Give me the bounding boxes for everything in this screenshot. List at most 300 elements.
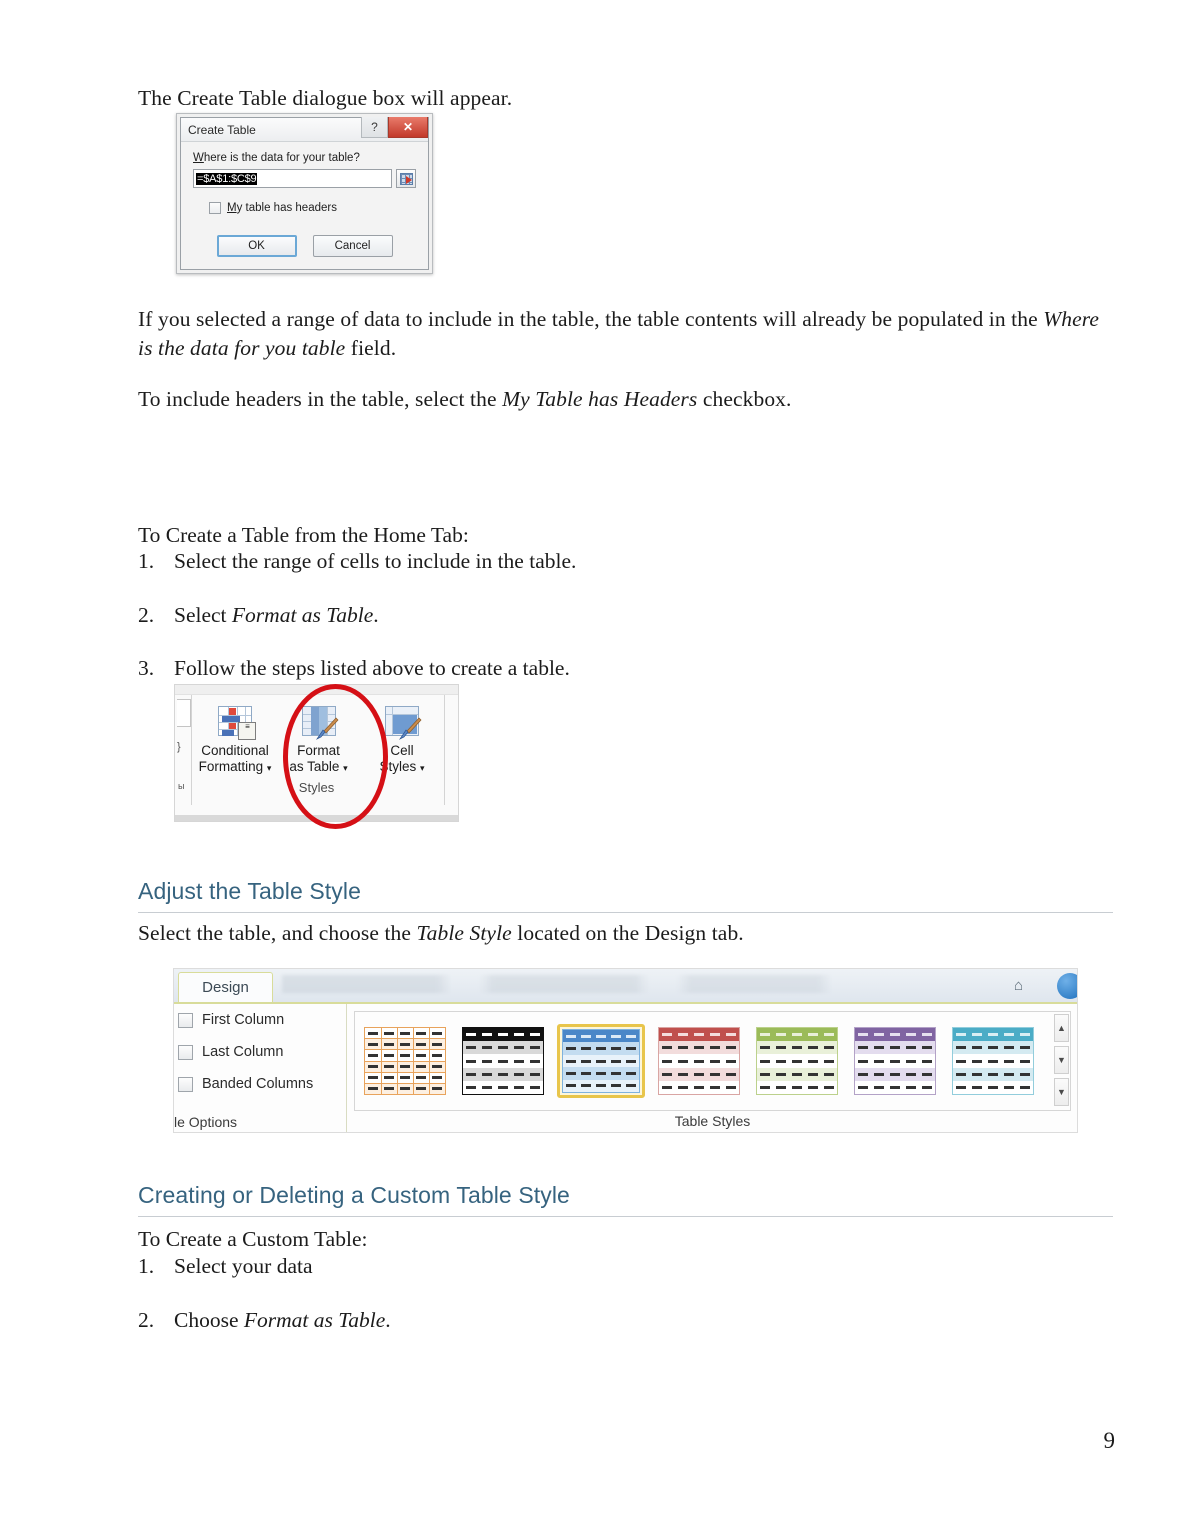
headers-label-accel: M: [227, 202, 237, 214]
table-style-options-group: [174, 1004, 347, 1133]
chevron-down-icon[interactable]: ▾: [343, 763, 348, 773]
preview-cell: [678, 1033, 688, 1036]
preview-row: [563, 1042, 639, 1054]
custom-lead-text: To Create a Custom Table:: [138, 1227, 368, 1251]
range-input-value: =$A$1:$C$9: [197, 172, 257, 185]
help-icon[interactable]: ?: [361, 117, 388, 138]
preview-cell: [611, 1035, 621, 1038]
preview-row: [659, 1054, 739, 1067]
preview-cell: [384, 1032, 394, 1035]
preview-cell: [416, 1032, 426, 1035]
home-step-2: [138, 601, 379, 629]
preview-cell: [416, 1065, 426, 1068]
preview-cell: [906, 1073, 916, 1076]
preview-cell: [581, 1060, 591, 1063]
range-input[interactable]: [193, 169, 392, 188]
fat-grid-glyph: [302, 706, 336, 736]
design-ribbon-body: [174, 1004, 1077, 1133]
preview-cell: [694, 1073, 704, 1076]
preview-cell: [972, 1060, 982, 1063]
preview-cell: [956, 1046, 966, 1049]
preview-cell: [874, 1060, 884, 1063]
preview-gridline: [397, 1028, 398, 1094]
preview-cell: [514, 1046, 524, 1049]
preview-cell: [726, 1086, 736, 1089]
preview-cell: [858, 1086, 868, 1089]
preview-cell: [482, 1073, 492, 1076]
style-preview: [756, 1027, 838, 1095]
close-icon[interactable]: ✕: [388, 117, 428, 138]
preview-cell: [466, 1086, 476, 1089]
preview-cell: [858, 1073, 868, 1076]
preview-header-row: [563, 1030, 639, 1042]
paragraph-design-lead: [138, 919, 1113, 948]
preview-cell: [760, 1060, 770, 1063]
cs-grid-glyph: [385, 706, 419, 736]
preview-cell: [482, 1046, 492, 1049]
preview-cell: [972, 1033, 982, 1036]
preview-cell: [710, 1086, 720, 1089]
first-column-checkbox[interactable]: [178, 1013, 193, 1028]
preview-cell: [694, 1046, 704, 1049]
preview-cell: [792, 1046, 802, 1049]
preview-cell: [1004, 1073, 1014, 1076]
table-style-light-orange[interactable]: [361, 1024, 449, 1098]
preview-cell: [792, 1086, 802, 1089]
styles-group-label: Styles: [298, 780, 335, 795]
paintbrush-icon: [315, 716, 339, 740]
preview-cell: [596, 1072, 606, 1075]
preview-cell: [368, 1054, 378, 1057]
preview-cell: [400, 1065, 410, 1068]
style-preview: [562, 1029, 640, 1093]
preview-cell: [596, 1047, 606, 1050]
home-step-1: [138, 547, 576, 575]
preview-cell: [956, 1086, 966, 1089]
table-style-light-green[interactable]: [753, 1024, 841, 1098]
preview-cell: [482, 1060, 492, 1063]
format-as-table-label: [279, 743, 359, 776]
preview-cell: [384, 1054, 394, 1057]
my-table-has-headers-row[interactable]: [193, 202, 416, 214]
preview-cell: [710, 1033, 720, 1036]
preview-cell: [1020, 1033, 1030, 1036]
preview-cell: [776, 1033, 786, 1036]
last-column-checkbox[interactable]: [178, 1045, 193, 1060]
preview-cell: [1004, 1086, 1014, 1089]
preview-row: [855, 1054, 935, 1067]
preview-cell: [1020, 1086, 1030, 1089]
cancel-button[interactable]: Cancel: [313, 235, 393, 257]
preview-cell: [1020, 1060, 1030, 1063]
paragraph-headers: [138, 385, 1113, 414]
home-step-1-text: Select the range of cells to include in the table.: [174, 549, 577, 573]
preview-row: [563, 1080, 639, 1092]
preview-cell: [1004, 1046, 1014, 1049]
preview-cell: [400, 1043, 410, 1046]
preview-cell: [726, 1033, 736, 1036]
preview-cell: [988, 1060, 998, 1063]
option-first-column[interactable]: [174, 1004, 346, 1036]
fat-label-line1: Format: [297, 743, 340, 758]
preview-header-row: [463, 1028, 543, 1041]
preview-gridline: [381, 1028, 382, 1094]
preview-cell: [890, 1033, 900, 1036]
preview-cell: [776, 1060, 786, 1063]
preview-cell: [626, 1084, 636, 1087]
preview-cell: [530, 1073, 540, 1076]
home-tab-lead-text: To Create a Table from the Home Tab:: [138, 523, 469, 547]
preview-cell: [662, 1033, 672, 1036]
scroll-down-button[interactable]: ▼: [1054, 1046, 1069, 1074]
preview-cell: [384, 1043, 394, 1046]
preview-cell: [662, 1060, 672, 1063]
conditional-formatting-icon: [195, 699, 275, 743]
preview-cell: [678, 1086, 688, 1089]
preview-cell: [581, 1072, 591, 1075]
dialog-window-buttons: [361, 117, 428, 138]
ribbon-top-edge: [175, 685, 458, 695]
preview-gridline: [429, 1028, 430, 1094]
preview-cell: [760, 1073, 770, 1076]
design-lead-italic: Table Style: [416, 921, 512, 945]
tab-design[interactable]: Design: [178, 972, 273, 1002]
preview-cell: [1004, 1060, 1014, 1063]
cs-label-line2: Styles ▾: [379, 759, 425, 774]
range-select-icon[interactable]: [396, 169, 416, 188]
preview-cell: [611, 1072, 621, 1075]
conditional-formatting-label: [195, 743, 275, 776]
paragraph-headers-italic: My Table has Headers: [502, 387, 698, 411]
option-last-column[interactable]: [174, 1036, 346, 1068]
preview-cell: [611, 1060, 621, 1063]
preview-cell: [662, 1086, 672, 1089]
preview-cell: [400, 1087, 410, 1090]
design-ribbon-screenshot: [173, 968, 1078, 1133]
preview-header-row: [757, 1028, 837, 1041]
last-column-label: Last Column: [202, 1044, 284, 1060]
preview-cell: [432, 1043, 442, 1046]
style-preview: [462, 1027, 544, 1095]
preview-cell: [626, 1035, 636, 1038]
home-step-3: [138, 654, 570, 682]
conditional-formatting-button[interactable]: [195, 699, 275, 776]
preview-cell: [906, 1033, 916, 1036]
preview-cell: [416, 1076, 426, 1079]
preview-cell: [662, 1073, 672, 1076]
preview-row: [855, 1068, 935, 1081]
preview-cell: [432, 1076, 442, 1079]
preview-row: [365, 1083, 445, 1094]
preview-cell: [400, 1076, 410, 1079]
gallery-scrollbar[interactable]: [1054, 1014, 1069, 1106]
preview-cell: [710, 1046, 720, 1049]
design-lead-post: located on the Design tab.: [511, 921, 744, 945]
ribbon-left-fragment-2: ы: [178, 781, 185, 791]
heading-custom-text: Creating or Deleting a Custom Table Style: [138, 1182, 570, 1208]
preview-cell: [824, 1086, 834, 1089]
custom-step-1-text: Select your data: [174, 1254, 313, 1278]
preview-cell: [466, 1033, 476, 1036]
option-banded-columns[interactable]: [174, 1068, 346, 1100]
dialog-titlebar: [181, 118, 428, 142]
preview-row: [365, 1072, 445, 1083]
ribbon-left-partial-control: [177, 699, 191, 727]
preview-row: [757, 1041, 837, 1054]
preview-row: [855, 1081, 935, 1094]
home-step-2-post: .: [373, 603, 379, 627]
preview-row: [953, 1068, 1033, 1081]
style-preview: [854, 1027, 936, 1095]
preview-row: [463, 1041, 543, 1054]
scroll-more-button[interactable]: ▼: [1054, 1078, 1069, 1106]
custom-step-1: [138, 1252, 313, 1280]
preview-cell: [432, 1065, 442, 1068]
home-tab-lead: [138, 521, 469, 549]
preview-cell: [514, 1033, 524, 1036]
cs-label-line1: Cell: [390, 743, 414, 758]
preview-cell: [922, 1046, 932, 1049]
range-prompt-label: [193, 152, 416, 164]
custom-step-2: [138, 1306, 391, 1334]
preview-cell: [988, 1046, 998, 1049]
preview-cell: [1020, 1046, 1030, 1049]
preview-cell: [874, 1086, 884, 1089]
ok-button[interactable]: OK: [217, 235, 297, 257]
preview-cell: [956, 1073, 966, 1076]
preview-cell: [498, 1060, 508, 1063]
preview-cell: [581, 1035, 591, 1038]
format-as-table-icon: [279, 699, 359, 743]
design-lead-pre: Select the table, and choose the: [138, 921, 417, 945]
scroll-up-button[interactable]: ▲: [1054, 1014, 1069, 1042]
preview-cell: [792, 1073, 802, 1076]
preview-cell: [530, 1033, 540, 1036]
preview-cell: [922, 1073, 932, 1076]
cf-label-line1: Conditional: [201, 743, 269, 758]
range-field-row: [193, 169, 416, 188]
my-table-has-headers-label: [227, 202, 337, 214]
preview-cell: [498, 1073, 508, 1076]
dialog-action-buttons: [181, 235, 428, 257]
custom-step-2-italic: Format as Table: [243, 1308, 386, 1332]
paragraph-populated: [138, 305, 1113, 363]
preview-row: [757, 1054, 837, 1067]
preview-cell: [808, 1073, 818, 1076]
preview-cell: [466, 1046, 476, 1049]
heading-custom-table-style: [138, 1182, 1113, 1217]
preview-cell: [530, 1060, 540, 1063]
preview-cell: [776, 1086, 786, 1089]
table-options-group-label: le Options: [174, 1114, 238, 1130]
preview-cell: [906, 1060, 916, 1063]
preview-cell: [368, 1076, 378, 1079]
preview-cell: [466, 1073, 476, 1076]
design-tab-strip: [174, 969, 1077, 1004]
preview-row: [659, 1041, 739, 1054]
preview-cell: [566, 1035, 576, 1038]
preview-cell: [581, 1084, 591, 1087]
preview-cell: [530, 1046, 540, 1049]
preview-cell: [760, 1033, 770, 1036]
preview-cell: [972, 1073, 982, 1076]
preview-cell: [1004, 1033, 1014, 1036]
preview-row: [659, 1081, 739, 1094]
preview-cell: [890, 1060, 900, 1063]
preview-cell: [874, 1033, 884, 1036]
preview-cell: [824, 1060, 834, 1063]
preview-cell: [858, 1046, 868, 1049]
preview-cell: [988, 1033, 998, 1036]
preview-cell: [988, 1073, 998, 1076]
ribbon-left-fragment-1: }: [177, 741, 181, 753]
preview-cell: [972, 1046, 982, 1049]
home-step-2-pre: Select: [174, 603, 232, 627]
my-table-has-headers-checkbox[interactable]: [209, 202, 221, 214]
preview-cell: [824, 1033, 834, 1036]
cell-styles-button[interactable]: [362, 699, 442, 776]
preview-cell: [498, 1086, 508, 1089]
preview-cell: [824, 1073, 834, 1076]
blurred-tab-labels: [282, 975, 987, 993]
preview-cell: [792, 1033, 802, 1036]
heading-adjust-text: Adjust the Table Style: [138, 878, 361, 904]
preview-cell: [922, 1033, 932, 1036]
ribbon-inner: [175, 695, 458, 805]
preview-cell: [710, 1073, 720, 1076]
preview-cell: [514, 1086, 524, 1089]
preview-cell: [874, 1073, 884, 1076]
cf-label-line2: Formatting ▾: [198, 759, 272, 774]
preview-cell: [710, 1060, 720, 1063]
preview-cell: [678, 1073, 688, 1076]
table-style-dark-black[interactable]: [459, 1024, 547, 1098]
preview-cell: [400, 1054, 410, 1057]
custom-step-2-pre: Choose: [174, 1308, 244, 1332]
home-step-1-number: 1.: [138, 549, 155, 573]
home-step-3-number: 3.: [138, 656, 155, 680]
preview-cell: [776, 1046, 786, 1049]
preview-cell: [498, 1046, 508, 1049]
preview-row: [953, 1041, 1033, 1054]
cf-rules-badge: ≡: [238, 722, 256, 740]
preview-cell: [368, 1065, 378, 1068]
help-circle-icon[interactable]: [1057, 973, 1078, 999]
preview-cell: [662, 1046, 672, 1049]
preview-cell: [808, 1060, 818, 1063]
range-arrow-glyph: [406, 176, 412, 184]
table-style-light-purple[interactable]: [851, 1024, 939, 1098]
preview-cell: [416, 1043, 426, 1046]
preview-cell: [384, 1065, 394, 1068]
preview-cell: [808, 1086, 818, 1089]
preview-gridline: [413, 1028, 414, 1094]
preview-cell: [384, 1076, 394, 1079]
preview-row: [365, 1061, 445, 1072]
custom-step-1-number: 1.: [138, 1254, 155, 1278]
create-table-dialog: [180, 117, 429, 270]
preview-cell: [626, 1047, 636, 1050]
dialog-body: [181, 142, 428, 214]
table-style-light-red[interactable]: [655, 1024, 743, 1098]
preview-cell: [792, 1060, 802, 1063]
banded-columns-checkbox[interactable]: [178, 1077, 193, 1092]
dialog-title: Create Table: [188, 122, 256, 137]
preview-header-row: [855, 1028, 935, 1041]
custom-step-2-number: 2.: [138, 1308, 155, 1332]
custom-lead: [138, 1225, 367, 1253]
style-preview: [364, 1027, 446, 1095]
preview-cell: [432, 1032, 442, 1035]
chevron-down-icon[interactable]: ▾: [420, 763, 425, 773]
paragraph-headers-pre: To include headers in the table, select the: [138, 387, 503, 411]
style-preview: [952, 1027, 1034, 1095]
preview-cell: [626, 1060, 636, 1063]
create-table-dialog-screenshot: [176, 113, 433, 274]
preview-cell: [530, 1086, 540, 1089]
range-prompt-accel: W: [193, 152, 204, 164]
preview-cell: [956, 1060, 966, 1063]
custom-step-2-post: .: [385, 1308, 391, 1332]
preview-header-row: [953, 1028, 1033, 1041]
preview-cell: [384, 1087, 394, 1090]
table-styles-gallery[interactable]: [354, 1011, 1071, 1111]
preview-cell: [368, 1032, 378, 1035]
preview-row: [757, 1068, 837, 1081]
preview-header-row: [659, 1028, 739, 1041]
preview-cell: [581, 1047, 591, 1050]
preview-cell: [890, 1086, 900, 1089]
preview-cell: [482, 1033, 492, 1036]
format-as-table-button[interactable]: [279, 699, 359, 776]
preview-row: [463, 1054, 543, 1067]
preview-row: [659, 1068, 739, 1081]
preview-cell: [972, 1086, 982, 1089]
preview-cell: [760, 1086, 770, 1089]
preview-cell: [726, 1073, 736, 1076]
preview-cell: [482, 1086, 492, 1089]
paragraph-headers-post: checkbox.: [697, 387, 792, 411]
preview-cell: [596, 1060, 606, 1063]
preview-cell: [611, 1047, 621, 1050]
preview-cell: [566, 1047, 576, 1050]
paragraph-populated-italic: Where is the data for you table: [138, 307, 1100, 360]
home-step-3-text: Follow the steps listed above to create a table.: [174, 656, 570, 680]
preview-cell: [760, 1046, 770, 1049]
preview-cell: [611, 1084, 621, 1087]
preview-cell: [566, 1060, 576, 1063]
preview-cell: [922, 1060, 932, 1063]
banded-columns-label: Banded Columns: [202, 1076, 314, 1092]
paragraph-intro: [138, 84, 1113, 113]
preview-cell: [416, 1087, 426, 1090]
table-style-medium-blue[interactable]: [557, 1024, 645, 1098]
preview-header-row: [365, 1028, 445, 1038]
chevron-up-icon[interactable]: ⌂: [1013, 977, 1023, 994]
preview-cell: [808, 1046, 818, 1049]
preview-cell: [906, 1086, 916, 1089]
preview-cell: [726, 1060, 736, 1063]
preview-cell: [906, 1046, 916, 1049]
home-step-2-italic: Format as Table: [231, 603, 374, 627]
preview-cell: [416, 1054, 426, 1057]
preview-cell: [922, 1086, 932, 1089]
cf-grid-glyph: [218, 706, 252, 736]
chevron-down-icon[interactable]: ▾: [266, 763, 272, 773]
table-style-light-aqua[interactable]: [949, 1024, 1037, 1098]
home-step-2-number: 2.: [138, 603, 155, 627]
preview-cell: [890, 1073, 900, 1076]
